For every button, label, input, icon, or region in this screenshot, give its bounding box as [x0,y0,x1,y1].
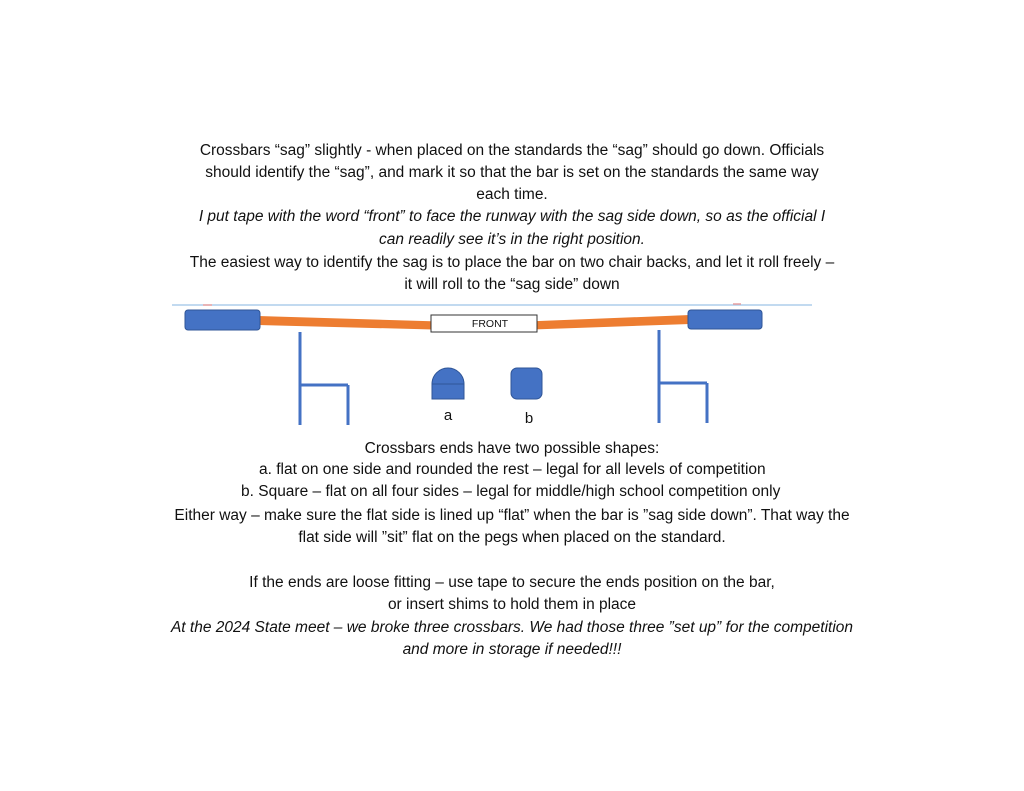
flat-side-note-line-1: Either way – make sure the flat side is lined up “flat” when the bar is ”sag side down”. That way the [174,507,850,524]
left-end-cap [185,310,260,330]
loose-ends-line-1: If the ends are loose fitting – use tape to secure the ends position on the bar, [249,574,775,591]
tape-note-line-2: can readily see it’s in the right position. [379,231,645,248]
intro-line-2: should identify the “sag”, and mark it so that the bar is set on the standards the same way [205,164,819,181]
right-end-cap [688,310,762,329]
end-shape-a [432,368,464,399]
crossbar-diagram [0,296,1024,436]
shape-a-label: a [443,407,453,424]
end-shape-b [511,368,542,399]
sag-method-line-2: it will roll to the “sag side” down [404,276,620,293]
flat-side-note-line-2: flat side will ”sit” flat on the pegs when placed on the standard. [298,529,726,546]
shape-option-b: b. Square – flat on all four sides – legal for middle/high school competition only [241,483,781,500]
intro-line-3: each time. [476,186,548,203]
state-meet-line-1: At the 2024 State meet – we broke three crossbars. We had those three ”set up” for the competition [170,619,854,636]
left-chair [300,332,348,425]
state-meet-line-2: and more in storage if needed!!! [402,641,622,658]
sag-method-line-1: The easiest way to identify the sag is to place the bar on two chair backs, and let it roll freely – [189,254,835,271]
front-tape-label: FRONT [471,318,509,330]
shape-option-a: a. flat on one side and rounded the rest – legal for all levels of competition [259,461,766,478]
tape-note-line-1: I put tape with the word “front” to face the runway with the sag side down, so as the official I [198,208,826,225]
shapes-heading: Crossbars ends have two possible shapes: [364,440,660,457]
right-chair [659,330,707,423]
shape-b-label: b [524,410,534,427]
intro-line-1: Crossbars “sag” slightly - when placed on the standards the “sag” should go down. Officials [199,142,825,159]
loose-ends-line-2: or insert shims to hold them in place [387,596,637,613]
